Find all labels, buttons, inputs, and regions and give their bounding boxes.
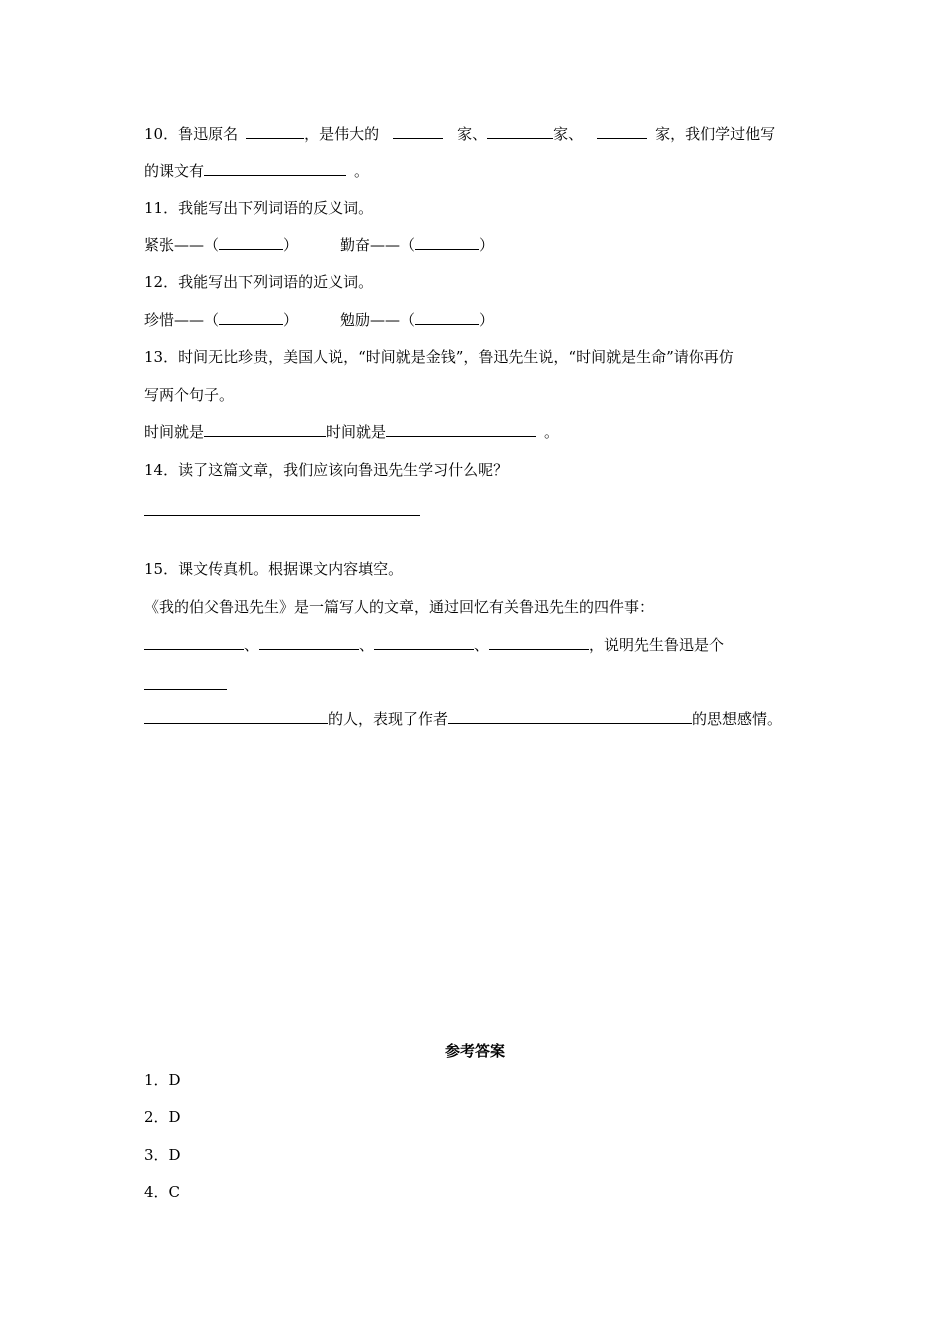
q12-word-1: 珍惜——（: [144, 311, 220, 329]
q13-end: 。: [544, 423, 560, 441]
q15-blank-feeling-2[interactable]: [540, 709, 616, 724]
q10-text-2: ，是伟大的: [304, 125, 380, 143]
question-12-answers: [144, 310, 494, 330]
question-13-answers: [144, 422, 559, 442]
q15-blank-person-1[interactable]: [144, 689, 227, 690]
question-13-prompt-2: 写两个句子。: [144, 386, 235, 404]
question-11-answers: [144, 235, 494, 255]
q10-blank-texts[interactable]: [204, 161, 346, 176]
q13-fill-2: 时间就是: [326, 423, 387, 441]
question-10-line-1: [144, 124, 775, 144]
q10-text-3: 家、: [457, 125, 488, 143]
answer-item: 1．D: [144, 1071, 181, 1089]
q10-line2-prefix: 的课文有: [144, 162, 205, 180]
q11-word-1: 紧张——（: [144, 236, 220, 254]
q15-blank-person-3[interactable]: [196, 709, 296, 724]
q15-event-blank-3[interactable]: [374, 635, 474, 650]
q12-close-1: ）: [283, 311, 299, 329]
question-14-prompt: 14．读了这篇文章，我们应该向鲁迅先生学习什么呢？: [144, 461, 509, 479]
q12-word-2: 勉励——（: [340, 311, 416, 329]
q15-sep-3: 、: [474, 636, 490, 654]
question-15-line-1: 《我的伯父鲁迅先生》是一篇写人的文章，通过回忆有关鲁迅先生的四件事：: [144, 598, 655, 616]
q11-blank-1[interactable]: [219, 235, 283, 250]
q15-line2-suffix: ，说明先生鲁迅是个: [589, 636, 725, 654]
q15-event-blank-1[interactable]: [144, 635, 244, 650]
q10-text-5: 家，我们学过他写: [655, 125, 776, 143]
q15-sep-1: 、: [244, 636, 260, 654]
question-10-line-2: [144, 161, 369, 181]
q15-blank-person-4[interactable]: [296, 709, 328, 724]
answer-item: 3．D: [144, 1146, 181, 1164]
q14-answer-line[interactable]: [144, 515, 420, 516]
q10-blank-1[interactable]: [393, 124, 443, 139]
q11-close-1: ）: [283, 236, 299, 254]
q13-fill-1: 时间就是: [144, 423, 205, 441]
question-15-line-4: [144, 709, 782, 729]
q12-blank-2[interactable]: [415, 310, 479, 325]
question-13-prompt-1: 13．时间无比珍贵，美国人说，“时间就是金钱”，鲁迅先生说，“时间就是生命”请你再仿: [144, 348, 734, 366]
q12-close-2: ）: [479, 311, 495, 329]
q15-event-blank-4[interactable]: [489, 635, 589, 650]
question-15-prompt: 15．课文传真机。根据课文内容填空。: [144, 560, 404, 578]
q15-blank-feeling-3[interactable]: [616, 709, 692, 724]
question-12-prompt: 12．我能写出下列词语的近义词。: [144, 273, 374, 291]
q15-blank-feeling-1[interactable]: [448, 709, 540, 724]
q10-text-1: 10．鲁迅原名: [144, 125, 239, 143]
answer-item: 4．C: [144, 1183, 181, 1201]
q10-line2-suffix: 。: [354, 162, 370, 180]
q15-sep-2: 、: [359, 636, 375, 654]
q10-blank-2[interactable]: [487, 124, 553, 139]
q10-blank-name[interactable]: [246, 124, 304, 139]
q10-text-4: 家、: [553, 125, 584, 143]
q12-blank-1[interactable]: [219, 310, 283, 325]
answers-title: 参考答案: [444, 1042, 505, 1060]
q15-line4-end: 的思想感情。: [692, 710, 783, 728]
q13-blank-2[interactable]: [386, 422, 536, 437]
question-11-prompt: 11．我能写出下列词语的反义词。: [144, 199, 374, 217]
q13-blank-1[interactable]: [204, 422, 326, 437]
q15-event-blank-2[interactable]: [259, 635, 359, 650]
question-15-line-2: [144, 635, 724, 655]
q11-close-2: ）: [479, 236, 495, 254]
q11-blank-2[interactable]: [415, 235, 479, 250]
q11-word-2: 勤奋——（: [340, 236, 416, 254]
q15-blank-person-2[interactable]: [144, 709, 196, 724]
q10-blank-3[interactable]: [597, 124, 647, 139]
q15-line4-mid: 的人，表现了作者: [328, 710, 449, 728]
answer-item: 2．D: [144, 1108, 181, 1126]
